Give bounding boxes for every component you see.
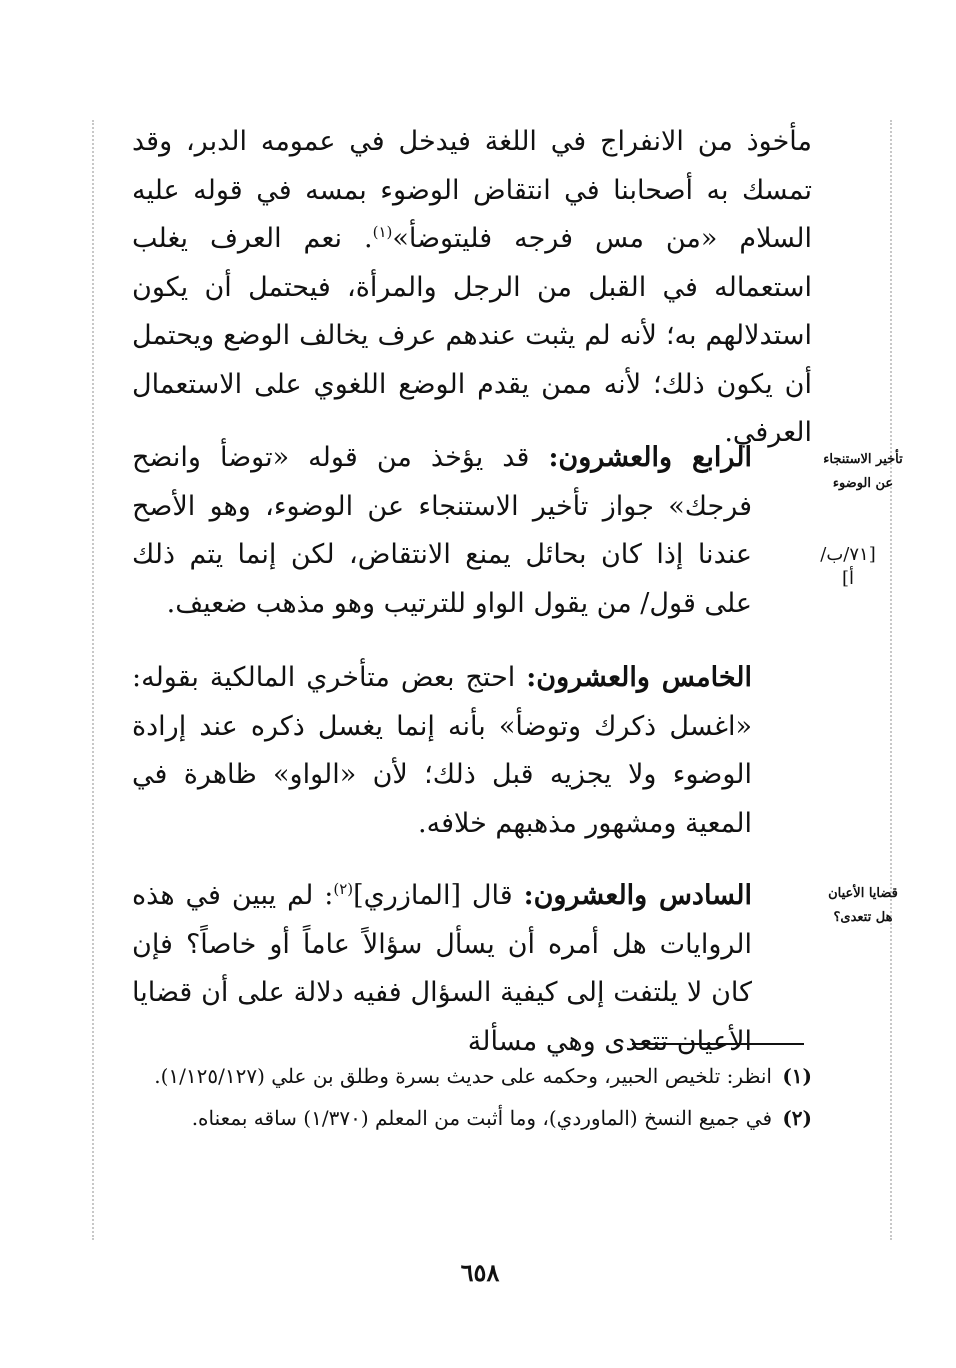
paragraph-2 bbox=[132, 434, 812, 628]
paragraph-4-text-a: قال [المازري] bbox=[353, 880, 524, 911]
paragraph-4-heading: السادس والعشرون: bbox=[523, 880, 752, 911]
footnote-separator bbox=[632, 1043, 804, 1045]
footnote-2-number: (٢) bbox=[782, 1106, 812, 1130]
paragraph-1-rest: . نعم العرف يغلب استعماله في القبل من الرجل والمرأة، فيحتمل أن يكون استدلالهم به؛ لأنه لم يثبت عندهم عرف يخالف الوضع ويحتمل أن يكون ذلك؛ لأنه ممن يقدم الوضع اللغوي على الاستعمال العرفي. bbox=[132, 223, 812, 448]
paragraph-2-heading: الرابع والعشرون: bbox=[548, 442, 752, 473]
paragraph-4 bbox=[132, 872, 812, 1066]
footnote-1-number: (١) bbox=[782, 1064, 812, 1088]
paragraph-1 bbox=[132, 118, 812, 458]
margin-note-istinja: تأخير الاستنجاء عن الوضوء bbox=[823, 452, 903, 491]
footnotes bbox=[132, 1057, 812, 1137]
page-number: ٦٥٨ bbox=[460, 1258, 500, 1287]
paragraph-3 bbox=[132, 654, 812, 848]
paragraph-1-text: مأخوذ من الانفراج في اللغة فيدخل في عمومه الدبر، وقد تمسك به أصحابنا في انتقاض الوضوء بمسه في قوله عليه السلام «من مس فرجه فليتوضأ» bbox=[132, 126, 812, 254]
footnote-ref-2[interactable]: (٢) bbox=[333, 880, 354, 898]
footnote-ref-1[interactable]: (١) bbox=[372, 223, 393, 241]
right-scan-edge bbox=[890, 120, 892, 1240]
left-scan-edge bbox=[92, 120, 94, 1240]
footnote-2 bbox=[132, 1099, 812, 1137]
paragraph-3-text: احتج بعض متأخري المالكية بقوله: «اغسل ذكرك وتوضأ» بأنه إنما يغسل ذكره عند إرادة الوضوء ولا يجزيه قبل ذلك؛ لأن «الواو» ظاهرة في المعية ومشهور مذهبهم خلافه. bbox=[132, 662, 752, 839]
footnote-2-text: في جميع النسخ (الماوردي)، وما أثبت من المعلم (١/٣٧٠) ساقه بمعناه. bbox=[191, 1106, 772, 1130]
paragraph-4-text-b: : لم يبين في هذه الروايات هل أمره أن يسأل سؤالاً عاماً أو خاصاً؟ فإن كان لا يلتفت إلى كيفية السؤال ففيه دلالة على أن قضايا الأعيان تتعدى وهي مسألة bbox=[132, 880, 752, 1057]
manuscript-folio-ref: [٧١/ب/أ] bbox=[820, 544, 876, 589]
paragraph-2-text: قد يؤخذ من قوله «توضأ وانضح فرجك» جواز تأخير الاستنجاء عن الوضوء، وهو الأصح عندنا إذا كان بحائل يمنع الانتقاض، لكن إنما يتم ذلك على قول/ من يقول الواو للترتيب وهو مذهب ضعيف. bbox=[132, 442, 752, 619]
margin-note-qadaya: قضايا الأعيان هل تتعدى؟ bbox=[828, 886, 898, 925]
footnote-1-text: انظر: تلخيص الحبير، وحكمه على حديث بسرة وطلق بن علي (١/١٢٥/١٢٧). bbox=[154, 1064, 772, 1088]
footnote-1 bbox=[132, 1057, 812, 1095]
paragraph-3-heading: الخامس والعشرون: bbox=[526, 662, 752, 693]
